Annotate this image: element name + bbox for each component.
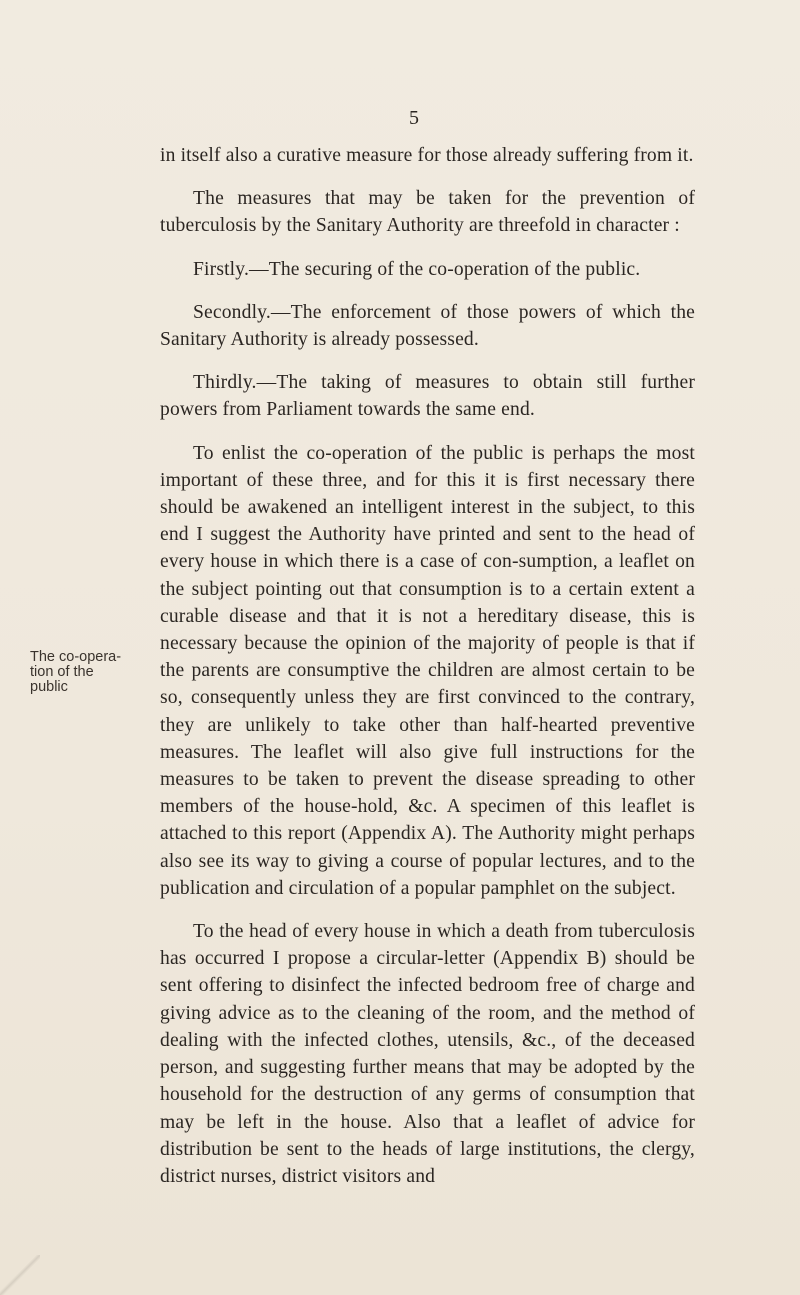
margin-note bbox=[30, 650, 130, 695]
paragraph-death-circular: To the head of every house in which a death from tuberculosis has occurred I propose a circular-letter (Appendix B) should be sent offering to disinfect the infected bedroom free of charge and giving advice as to the cleaning of the room, and the method of dealing with the infected clothes, utensils, &c., of the deceased person, and suggesting further means that may be adopted by the household for the destruction of any germs of consumption that may be left in the house. Also that a leaflet of advice for distribution be sent to the heads of large institutions, the clergy, district nurses, district visitors and bbox=[160, 921, 695, 1187]
corner-mark bbox=[0, 1255, 40, 1295]
page-number: 5 bbox=[409, 107, 419, 129]
paragraph-continuation: in itself also a curative measure for those already suffering from it. bbox=[160, 145, 694, 166]
paragraph-secondly: Secondly.—The enforcement of those powers of which the Sanitary Authority is already possessed. bbox=[160, 301, 695, 351]
body-text bbox=[160, 142, 695, 1206]
paragraph-co-operation: To enlist the co-operation of the public is perhaps the most important of these three, and for this it is first necessary there should be awakened an intelligent interest in the subject, to this end I suggest the Authority have printed and sent to the head of every house in which there is a case of con-sumption, a leaflet on the subject pointing out that consumption is to a certain extent a curable disease and that it is not a hereditary disease, this is necessary because the opinion of the majority of people is that if the parents are consumptive the children are almost certain to be so, consequently unless they are first convinced to the contrary, they are unlikely to take other than half-hearted preventive measures. The leaflet will also give full instructions for the measures to be taken to prevent the disease spreading to other members of the house-hold, &c. A specimen of this leaflet is attached to this report (Appendix A). The Authority might perhaps also see its way to giving a course of popular lectures, and to the publication and circulation of a popular pamphlet on the subject. bbox=[160, 442, 695, 899]
paragraph-measures-intro: The measures that may be taken for the prevention of tuberculosis by the Sanitary Authority are threefold in character : bbox=[160, 188, 695, 237]
paragraph-thirdly: Thirdly.—The taking of measures to obtain still further powers from Parliament towards the same end. bbox=[160, 372, 695, 421]
paragraph-firstly: Firstly.—The securing of the co-operation of the public. bbox=[193, 258, 641, 280]
margin-note-text: The co-opera- tion of the public bbox=[30, 649, 122, 695]
